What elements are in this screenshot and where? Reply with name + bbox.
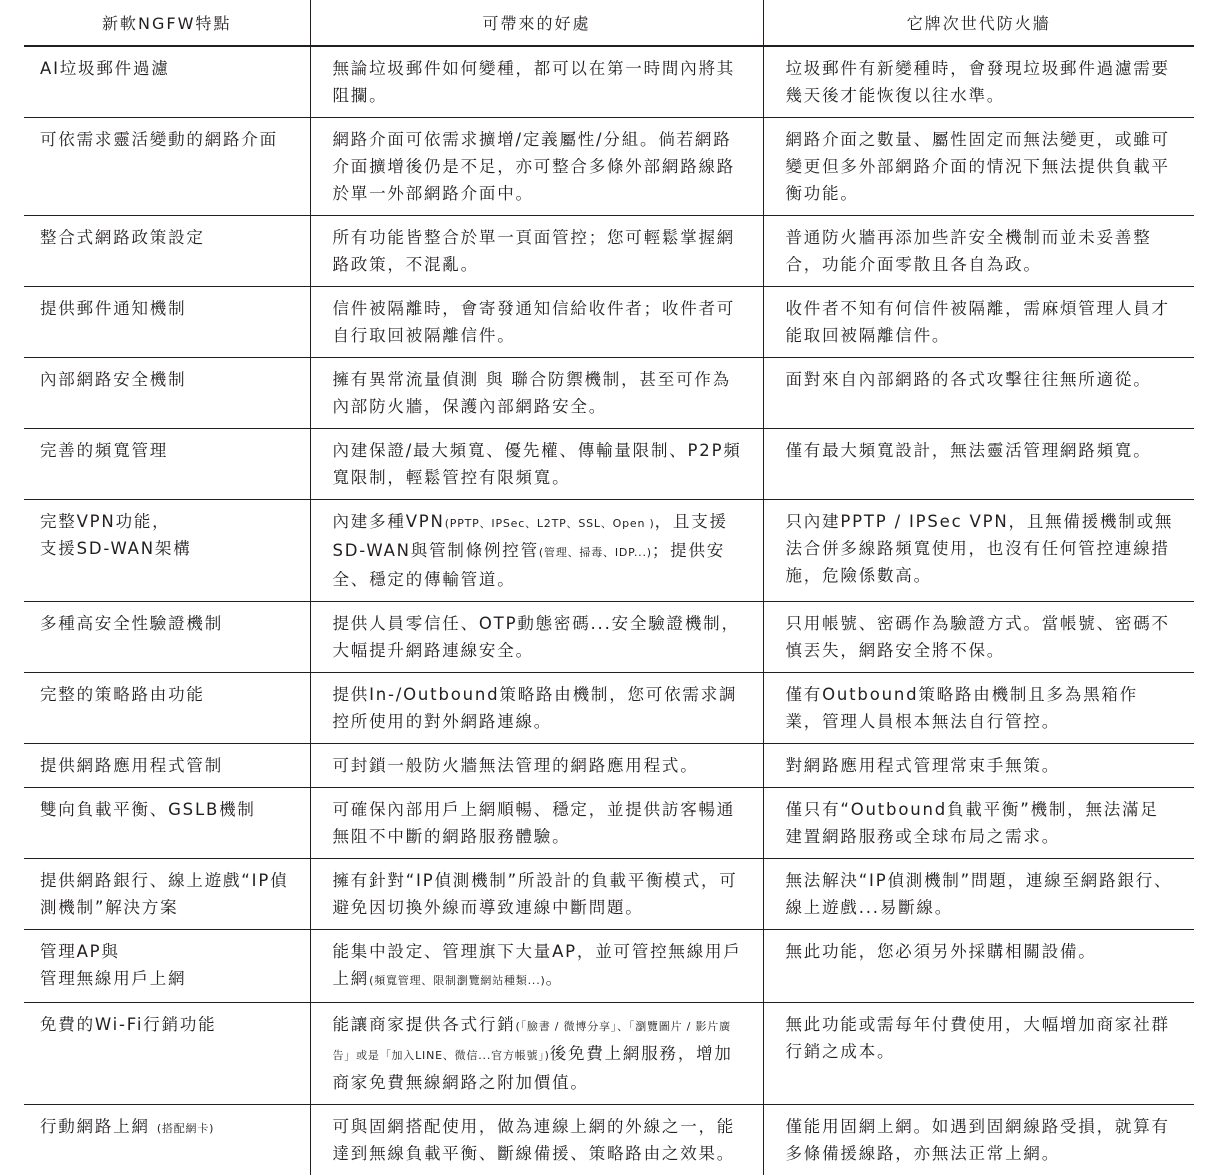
feature-line: 支援SD-WAN架構 (40, 539, 192, 558)
feature-cell: 多種高安全性驗證機制 (24, 602, 310, 673)
feature-line: 管理AP與 (40, 942, 120, 961)
benefit-cell (310, 930, 763, 1003)
benefit-text: ，且支援SD-WAN與管制條例控管 (333, 512, 728, 560)
competitor-cell: 無法解決“IP偵測機制”問題，連線至網路銀行、線上遊戲...易斷線。 (763, 859, 1194, 930)
benefit-cell: 信件被隔離時，會寄發通知信給收件者；收件者可自行取回被隔離信件。 (310, 287, 763, 358)
feature-cell: 內部網路安全機制 (24, 358, 310, 429)
benefit-note: (PPTP、IPSec、L2TP、SSL、Open ) (445, 517, 655, 530)
benefit-cell: 提供人員零信任、OTP動態密碼...安全驗證機制，大幅提升網路連線安全。 (310, 602, 763, 673)
feature-cell: 完善的頻寬管理 (24, 429, 310, 500)
header-feature: 新軟NGFW特點 (24, 0, 310, 46)
competitor-cell: 僅能用固網上網。如遇到固網線路受損，就算有多條備援線路，亦無法正常上網。 (763, 1105, 1194, 1175)
benefit-cell: 擁有針對“IP偵測機制”所設計的負載平衡模式，可避免因切換外線而導致連線中斷問題。 (310, 859, 763, 930)
competitor-cell: 只內建PPTP / IPSec VPN，且無備援機制或無法合併多線路頻寬使用，也沒有任何管控連線措施，危險係數高。 (763, 500, 1194, 602)
feature-cell (24, 930, 310, 1003)
feature-cell (24, 1105, 310, 1175)
feature-cell: 雙向負載平衡、GSLB機制 (24, 788, 310, 859)
benefit-text: 。 (546, 969, 564, 988)
competitor-cell: 僅只有“Outbound負載平衡”機制，無法滿足建置網路服務或全球布局之需求。 (763, 788, 1194, 859)
competitor-cell: 垃圾郵件有新變種時，會發現垃圾郵件過濾需要幾天後才能恢復以往水準。 (763, 46, 1194, 118)
benefit-note: (「臉書 / 微博分享」、「瀏覽圖片 / 影片廣告」或是「加入LINE、微信...官方帳號」) (333, 1020, 731, 1062)
benefit-note: (頻寬管理、限制瀏覽網站種類...) (369, 974, 545, 987)
benefit-cell: 網路介面可依需求擴增/定義屬性/分組。倘若網路介面擴增後仍是不足，亦可整合多條外部網路線路於單一外部網路介面中。 (310, 118, 763, 216)
table-row (24, 788, 1194, 859)
benefit-cell: 擁有異常流量偵測 與 聯合防禦機制，甚至可作為內部防火牆，保護內部網路安全。 (310, 358, 763, 429)
table-row (24, 287, 1194, 358)
table-row (24, 744, 1194, 788)
table-row (24, 673, 1194, 744)
header-benefit: 可帶來的好處 (310, 0, 763, 46)
table-row (24, 429, 1194, 500)
feature-cell: 可依需求靈活變動的網路介面 (24, 118, 310, 216)
competitor-cell: 只用帳號、密碼作為驗證方式。當帳號、密碼不慎丟失，網路安全將不保。 (763, 602, 1194, 673)
ngfw-comparison-table (24, 0, 1194, 1175)
table-row (24, 216, 1194, 287)
benefit-text: ；提供安全、穩定的傳輸管道。 (333, 541, 726, 589)
benefit-note: (管理、掃毒、IDP...) (539, 546, 652, 559)
benefit-cell: 可與固網搭配使用，做為連線上網的外線之一，能達到無線負載平衡、斷線備援、策略路由之效果。 (310, 1105, 763, 1175)
benefit-text: 能集中設定、管理旗下大量AP，並可管控無線用戶上網 (333, 942, 742, 988)
competitor-cell: 面對來自內部網路的各式攻擊往往無所適從。 (763, 358, 1194, 429)
table-row (24, 118, 1194, 216)
table-row (24, 46, 1194, 118)
competitor-cell: 普通防火牆再添加些許安全機制而並未妥善整合，功能介面零散且各自為政。 (763, 216, 1194, 287)
table-row (24, 859, 1194, 930)
feature-cell: 完整的策略路由功能 (24, 673, 310, 744)
feature-line: 管理無線用戶上網 (40, 969, 186, 988)
feature-cell: 提供網路銀行、線上遊戲“IP偵測機制”解決方案 (24, 859, 310, 930)
feature-text: 行動網路上網 (40, 1117, 150, 1136)
feature-cell: 提供郵件通知機制 (24, 287, 310, 358)
feature-cell: 整合式網路政策設定 (24, 216, 310, 287)
competitor-cell: 收件者不知有何信件被隔離，需麻煩管理人員才能取回被隔離信件。 (763, 287, 1194, 358)
benefit-cell (310, 1003, 763, 1105)
table-row (24, 602, 1194, 673)
benefit-cell (310, 500, 763, 602)
benefit-text: 內建多種VPN (333, 512, 445, 531)
competitor-cell: 網路介面之數量、屬性固定而無法變更，或雖可變更但多外部網路介面的情況下無法提供負載平衡功能。 (763, 118, 1194, 216)
benefit-cell: 提供In-/Outbound策略路由機制，您可依需求調控所使用的對外網路連線。 (310, 673, 763, 744)
table-header-row (24, 0, 1194, 46)
benefit-cell: 所有功能皆整合於單一頁面管控；您可輕鬆掌握網路政策，不混亂。 (310, 216, 763, 287)
competitor-cell: 無此功能或需每年付費使用，大幅增加商家社群行銷之成本。 (763, 1003, 1194, 1105)
competitor-cell: 無此功能，您必須另外採購相關設備。 (763, 930, 1194, 1003)
table-row (24, 500, 1194, 602)
feature-cell (24, 500, 310, 602)
benefit-cell: 內建保證/最大頻寬、優先權、傳輸量限制、P2P頻寬限制，輕鬆管控有限頻寬。 (310, 429, 763, 500)
benefit-cell: 可確保內部用戶上網順暢、穩定，並提供訪客暢通無阻不中斷的網路服務體驗。 (310, 788, 763, 859)
benefit-cell: 可封鎖一般防火牆無法管理的網路應用程式。 (310, 744, 763, 788)
feature-cell: 提供網路應用程式管制 (24, 744, 310, 788)
feature-cell: 免費的Wi-Fi行銷功能 (24, 1003, 310, 1105)
table-row (24, 358, 1194, 429)
competitor-cell: 僅有最大頻寬設計，無法靈活管理網路頻寬。 (763, 429, 1194, 500)
table-row (24, 930, 1194, 1003)
feature-line: 完整VPN功能， (40, 512, 170, 531)
header-competitor: 它牌次世代防火牆 (763, 0, 1194, 46)
feature-cell: AI垃圾郵件過濾 (24, 46, 310, 118)
benefit-text: 能讓商家提供各式行銷 (333, 1015, 516, 1034)
benefit-text: 後免費上網服務，增加商家免費無線網路之附加價值。 (333, 1044, 733, 1092)
competitor-cell: 對網路應用程式管理常束手無策。 (763, 744, 1194, 788)
table-row (24, 1105, 1194, 1175)
feature-note: (搭配網卡) (157, 1122, 214, 1135)
benefit-cell: 無論垃圾郵件如何變種，都可以在第一時間內將其阻攔。 (310, 46, 763, 118)
table-row (24, 1003, 1194, 1105)
competitor-cell: 僅有Outbound策略路由機制且多為黑箱作業，管理人員根本無法自行管控。 (763, 673, 1194, 744)
